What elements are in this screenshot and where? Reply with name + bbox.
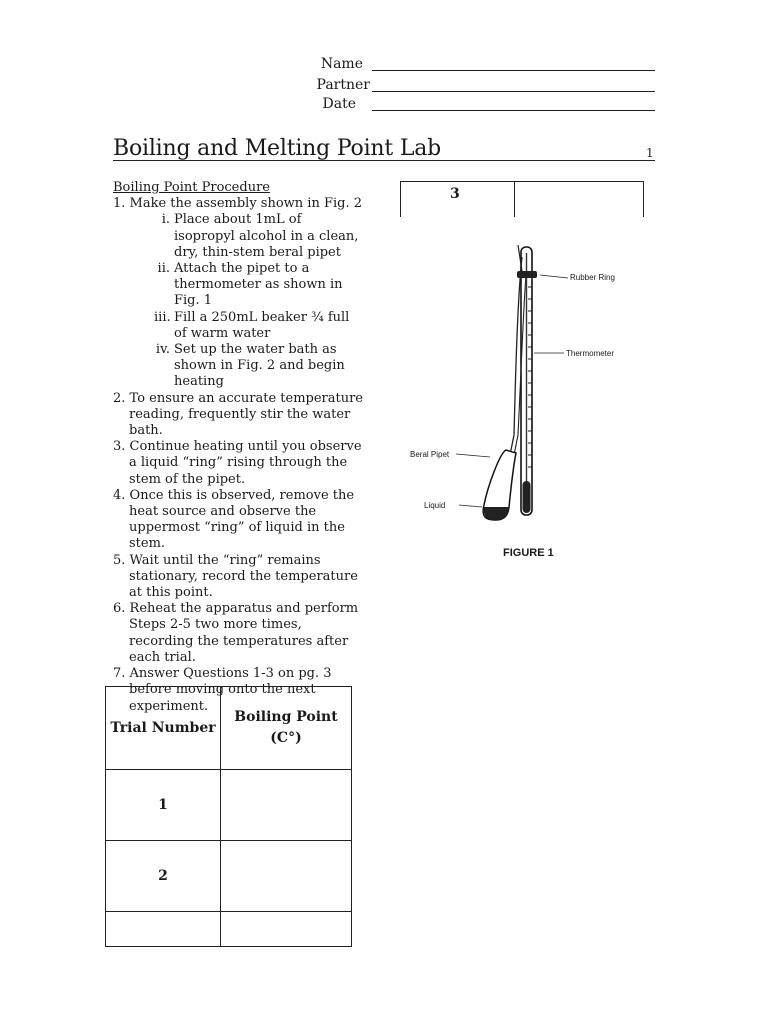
step-number: 6. [113,601,126,617]
step-number: 3. [113,439,126,455]
table-row [106,770,352,841]
procedure-heading: Boiling Point Procedure [113,180,270,195]
step-text: Reheat the apparatus and perform Steps 2-5 two more times, recording the temperatures after each trial. [129,601,359,665]
step-text: Make the assembly shown in Fig. 2 [129,196,363,212]
step-text: Answer Questions 1-3 on pg. 3 before moving onto the next experiment. [129,666,332,714]
trial-cell [106,912,221,947]
date-field-line [372,110,655,111]
page-title: Boiling and Melting Point Lab [113,136,442,161]
procedure-step [113,196,363,390]
substep-text: Set up the water bath as shown in Fig. 2 and begin heating [174,342,345,390]
step-number: 4. [113,487,126,503]
substep-text: Attach the pipet to a thermometer as shown in Fig. 1 [174,261,343,309]
trial-cell: 1 [106,770,221,841]
title-underline [113,160,655,161]
step-text: Wait until the “ring” remains stationary, record the temperature at this point. [129,552,358,601]
trial-number-header: Trial Number [106,687,221,770]
substep-text: Place about 1mL of isopropyl alcohol in a clean, dry, thin-stem beral pipet [174,212,359,260]
step-text: To ensure an accurate temperature reading, frequently stir the water bath. [129,390,364,439]
box-right-border [643,181,644,217]
partner-field-line [372,91,655,92]
substep-text: Fill a 250mL beaker ¾ full of warm water [174,309,350,341]
boiling-point-header: Boiling Point (C°) [221,687,352,770]
table-row [106,841,352,912]
table-row [106,912,352,947]
step-text: Continue heating until you observe a liquid “ring” rising through the stem of the pipet. [129,439,362,487]
name-field-line [372,70,655,71]
step-text: Once this is observed, remove the heat source and observe the uppermost “ring” of liquid in the stem. [129,487,355,552]
beral-pipet-label: Beral Pipet [410,450,450,459]
substep-number: iv. [155,342,170,358]
page-three-box [400,181,644,217]
procedure-step [113,439,363,488]
substep [129,261,363,310]
boiling-point-cell[interactable] [221,770,352,841]
figure-caption: FIGURE 1 [503,547,554,559]
box-top-border [400,181,644,182]
thermometer-pipet-diagram [410,235,650,565]
trial-cell: 2 [106,841,221,912]
name-label: Name [320,56,363,72]
step-number: 1. [113,196,126,212]
page-number: 1 [646,146,654,160]
procedure-step [113,601,363,666]
substeps [129,212,363,390]
substep [129,342,363,391]
thermometer-label: Thermometer [566,349,615,358]
boiling-point-procedure [113,180,363,715]
box-number: 3 [450,186,460,202]
substep [129,212,363,261]
procedure-step [113,488,363,553]
procedure-step [113,553,363,602]
substep-number: ii. [157,261,170,277]
substep-number: i. [161,212,170,228]
date-label: Date [322,96,356,112]
step-number: 2. [113,390,126,406]
rubber-ring-label: Rubber Ring [570,273,615,282]
substep [129,310,363,342]
substep-number: iii. [154,309,171,325]
boiling-point-table [105,686,352,947]
liquid-label: Liquid [424,501,446,510]
boiling-point-cell[interactable] [221,841,352,912]
step-number: 7. [113,666,126,682]
partner-label: Partner [316,77,370,93]
box-left-border [400,181,401,217]
step-number: 5. [113,552,126,568]
procedure-step [113,391,363,440]
boiling-point-cell[interactable] [221,912,352,947]
table-header-row [106,687,352,770]
box-divider [514,181,515,217]
figure-1 [410,235,650,565]
procedure-steps [113,196,363,715]
